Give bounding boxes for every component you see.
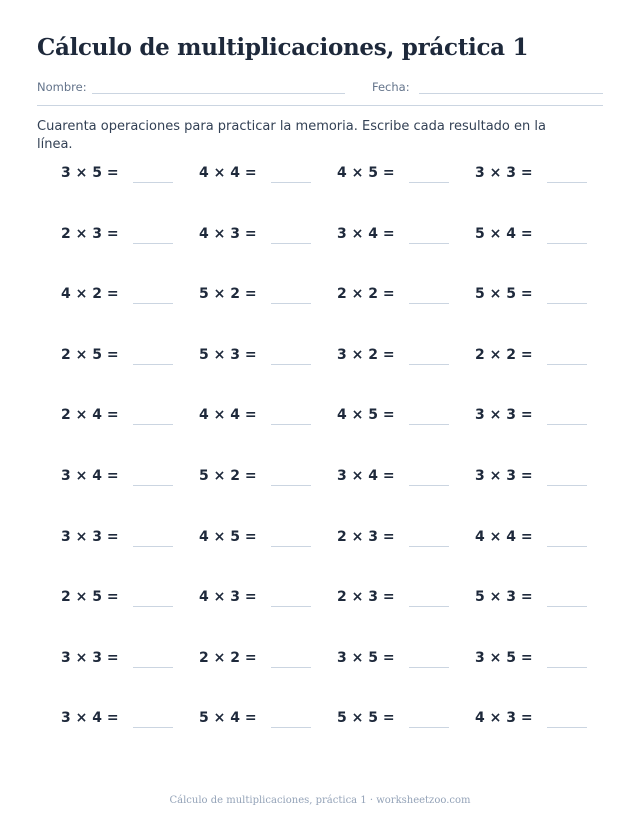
answer-line[interactable]	[409, 303, 449, 304]
answer-line[interactable]	[133, 606, 173, 607]
name-line[interactable]	[92, 93, 345, 94]
answer-line[interactable]	[409, 727, 449, 728]
problem-expression: 2 × 2 =	[475, 346, 533, 363]
problem-expression: 5 × 3 =	[475, 589, 533, 606]
answer-line[interactable]	[271, 243, 311, 244]
problem-expression: 4 × 4 =	[475, 528, 533, 545]
problem-expression: 3 × 2 =	[337, 346, 395, 363]
problem-expression: 4 × 3 =	[475, 710, 533, 727]
answer-line[interactable]	[547, 667, 587, 668]
problem-expression: 5 × 5 =	[475, 286, 533, 303]
problem-expression: 3 × 4 =	[61, 468, 119, 484]
problem-expression: 5 × 4 =	[475, 225, 533, 242]
date-label: Fecha:	[372, 80, 410, 94]
problem-expression: 4 × 4 =	[199, 407, 257, 424]
answer-line[interactable]	[409, 546, 449, 547]
answer-line[interactable]	[133, 364, 173, 365]
problem-expression: 4 × 3 =	[199, 225, 257, 242]
problem-expression: 3 × 5 =	[337, 649, 395, 666]
problem-expression: 4 × 4 =	[199, 165, 257, 181]
problem-expression: 2 × 3 =	[61, 225, 119, 242]
answer-line[interactable]	[133, 303, 173, 304]
answer-line[interactable]	[133, 667, 173, 668]
footer-text: Cálculo de multiplicaciones, práctica 1 · worksheetzoo.com	[169, 795, 471, 806]
problem-expression: 3 × 3 =	[61, 528, 119, 545]
problem-expression: 2 × 2 =	[337, 286, 395, 303]
student-info-row	[37, 80, 603, 98]
problem-expression: 2 × 5 =	[61, 589, 119, 606]
answer-line[interactable]	[133, 424, 173, 425]
problem-expression: 3 × 5 =	[61, 165, 119, 181]
answer-line[interactable]	[547, 546, 587, 547]
problem-expression: 4 × 5 =	[337, 407, 395, 424]
answer-line[interactable]	[547, 182, 587, 183]
problem-expression: 3 × 3 =	[475, 468, 533, 484]
answer-line[interactable]	[133, 243, 173, 244]
answer-line[interactable]	[133, 485, 173, 486]
problem-expression: 4 × 3 =	[199, 589, 257, 606]
problem-expression: 2 × 3 =	[337, 589, 395, 606]
problem-expression: 5 × 2 =	[199, 286, 257, 303]
date-line[interactable]	[419, 93, 603, 94]
worksheet-title: Cálculo de multiplicaciones, práctica 1	[37, 34, 529, 61]
answer-line[interactable]	[409, 667, 449, 668]
problem-expression: 5 × 4 =	[199, 710, 257, 727]
answer-line[interactable]	[547, 303, 587, 304]
answer-line[interactable]	[133, 727, 173, 728]
problem-expression: 5 × 2 =	[199, 468, 257, 484]
answer-line[interactable]	[271, 727, 311, 728]
answer-line[interactable]	[547, 727, 587, 728]
problem-expression: 3 × 3 =	[61, 649, 119, 666]
answer-line[interactable]	[271, 182, 311, 183]
answer-line[interactable]	[409, 424, 449, 425]
answer-line[interactable]	[271, 546, 311, 547]
answer-line[interactable]	[271, 606, 311, 607]
answer-line[interactable]	[271, 485, 311, 486]
problem-expression: 5 × 3 =	[199, 346, 257, 363]
problem-expression: 3 × 4 =	[337, 225, 395, 242]
problem-expression: 2 × 3 =	[337, 528, 395, 545]
answer-line[interactable]	[271, 424, 311, 425]
name-label: Nombre:	[37, 80, 87, 94]
answer-line[interactable]	[133, 182, 173, 183]
answer-line[interactable]	[409, 182, 449, 183]
problem-expression: 3 × 3 =	[475, 407, 533, 424]
problem-expression: 2 × 4 =	[61, 407, 119, 424]
problem-expression: 3 × 4 =	[337, 468, 395, 484]
answer-line[interactable]	[133, 546, 173, 547]
answer-line[interactable]	[547, 364, 587, 365]
problem-expression: 3 × 4 =	[61, 710, 119, 727]
problem-expression: 4 × 5 =	[199, 528, 257, 545]
problem-expression: 5 × 5 =	[337, 710, 395, 727]
answer-line[interactable]	[409, 606, 449, 607]
problem-expression: 4 × 5 =	[337, 165, 395, 181]
answer-line[interactable]	[271, 364, 311, 365]
header-divider	[37, 105, 603, 106]
answer-line[interactable]	[409, 485, 449, 486]
problem-expression: 2 × 5 =	[61, 346, 119, 363]
answer-line[interactable]	[409, 364, 449, 365]
answer-line[interactable]	[271, 667, 311, 668]
answer-line[interactable]	[271, 303, 311, 304]
problem-expression: 2 × 2 =	[199, 649, 257, 666]
instructions-text: Cuarenta operaciones para practicar la memoria. Escribe cada resultado en la línea.	[37, 119, 546, 152]
problem-expression: 3 × 5 =	[475, 649, 533, 666]
problem-expression: 3 × 3 =	[475, 165, 533, 181]
answer-line[interactable]	[547, 243, 587, 244]
answer-line[interactable]	[547, 485, 587, 486]
answer-line[interactable]	[547, 606, 587, 607]
answer-line[interactable]	[547, 424, 587, 425]
problem-expression: 4 × 2 =	[61, 286, 119, 303]
answer-line[interactable]	[409, 243, 449, 244]
